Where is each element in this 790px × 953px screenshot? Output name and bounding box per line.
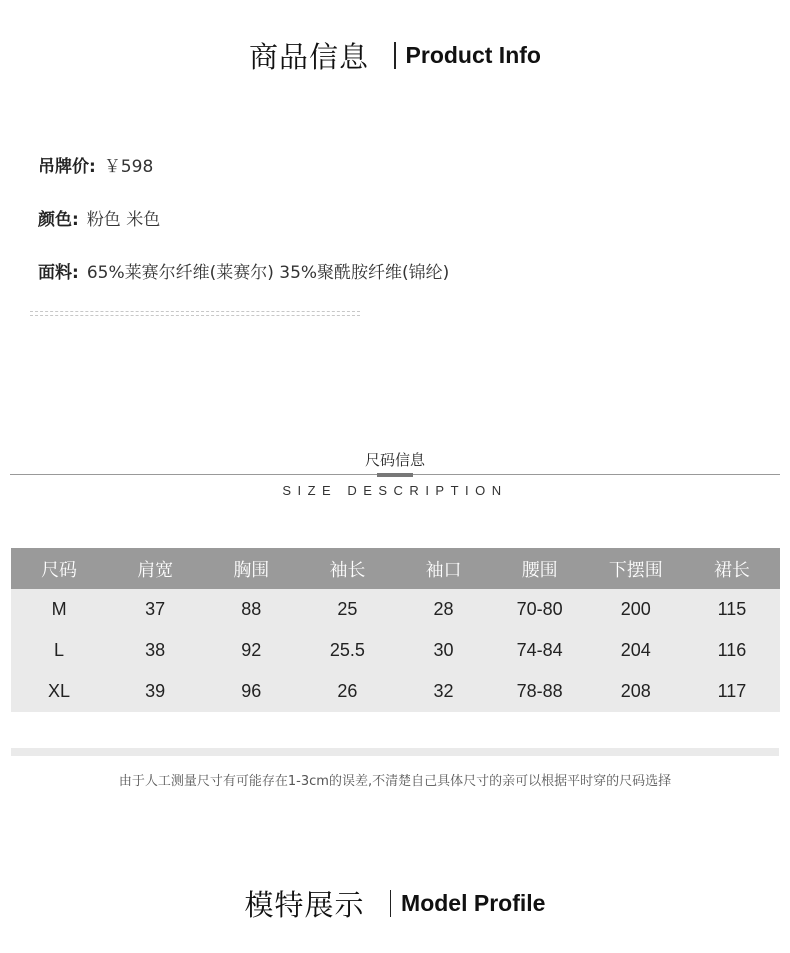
table-row bbox=[11, 671, 780, 712]
size-section-title: 尺码信息 bbox=[364, 451, 425, 469]
price-value: ￥598 bbox=[103, 157, 154, 177]
color-row bbox=[38, 205, 160, 230]
table-cell: 25.5 bbox=[299, 630, 395, 671]
table-cell: 38 bbox=[107, 630, 203, 671]
model-profile-header bbox=[0, 883, 790, 924]
header-cell-waist: 腰围 bbox=[492, 548, 588, 589]
header-cell-hem: 下摆围 bbox=[588, 548, 684, 589]
table-cell: 78-88 bbox=[492, 671, 588, 712]
size-table-header-row bbox=[11, 548, 780, 589]
product-info-title-en: Product Info bbox=[405, 42, 541, 68]
table-cell: 74-84 bbox=[492, 630, 588, 671]
table-row bbox=[11, 630, 780, 671]
price-row bbox=[38, 152, 153, 177]
table-cell: 30 bbox=[396, 630, 492, 671]
table-cell: 116 bbox=[684, 630, 780, 671]
price-label: 吊牌价: bbox=[38, 157, 96, 177]
table-cell: 39 bbox=[107, 671, 203, 712]
table-cell: 115 bbox=[684, 589, 780, 630]
table-cell: 32 bbox=[396, 671, 492, 712]
header-cell-skirt-length: 裙长 bbox=[684, 548, 780, 589]
header-cell-size: 尺码 bbox=[11, 548, 107, 589]
fabric-label: 面料: bbox=[38, 263, 79, 283]
product-info-title-zh: 商品信息 bbox=[249, 40, 370, 74]
size-section-subtitle: SIZE DESCRIPTION bbox=[282, 483, 508, 498]
color-label: 颜色: bbox=[38, 210, 79, 230]
table-cell: 25 bbox=[299, 589, 395, 630]
size-table bbox=[11, 548, 780, 712]
table-cell: 37 bbox=[107, 589, 203, 630]
table-cell: 28 bbox=[396, 589, 492, 630]
header-cell-bust: 胸围 bbox=[203, 548, 299, 589]
table-cell: 26 bbox=[299, 671, 395, 712]
gray-divider-bar bbox=[11, 748, 779, 756]
header-cell-shoulder: 肩宽 bbox=[107, 548, 203, 589]
table-cell: 92 bbox=[203, 630, 299, 671]
header-divider bbox=[390, 890, 392, 917]
table-cell: L bbox=[11, 630, 107, 671]
header-cell-cuff: 袖口 bbox=[396, 548, 492, 589]
table-cell: M bbox=[11, 589, 107, 630]
table-cell: 70-80 bbox=[492, 589, 588, 630]
product-info-header bbox=[0, 35, 790, 76]
header-divider bbox=[394, 42, 396, 69]
color-value: 粉色 米色 bbox=[86, 210, 161, 230]
size-disclaimer: 由于人工测量尺寸有可能存在1-3cm的误差,不清楚自己具体尺寸的亲可以根据平时穿的尺码选择 bbox=[118, 774, 672, 789]
fabric-row bbox=[38, 258, 449, 283]
model-profile-title-zh: 模特展示 bbox=[244, 888, 365, 922]
table-cell: 200 bbox=[588, 589, 684, 630]
table-cell: 208 bbox=[588, 671, 684, 712]
table-cell: 96 bbox=[203, 671, 299, 712]
table-row bbox=[11, 589, 780, 630]
table-cell: XL bbox=[11, 671, 107, 712]
dotted-divider bbox=[30, 311, 360, 316]
model-profile-title-en: Model Profile bbox=[401, 890, 546, 916]
header-cell-sleeve-length: 袖长 bbox=[299, 548, 395, 589]
table-cell: 117 bbox=[684, 671, 780, 712]
table-cell: 88 bbox=[203, 589, 299, 630]
fabric-value: 65%莱赛尔纤维(莱赛尔) 35%聚酰胺纤维(锦纶) bbox=[86, 263, 450, 283]
size-title-underline bbox=[377, 473, 413, 477]
table-cell: 204 bbox=[588, 630, 684, 671]
